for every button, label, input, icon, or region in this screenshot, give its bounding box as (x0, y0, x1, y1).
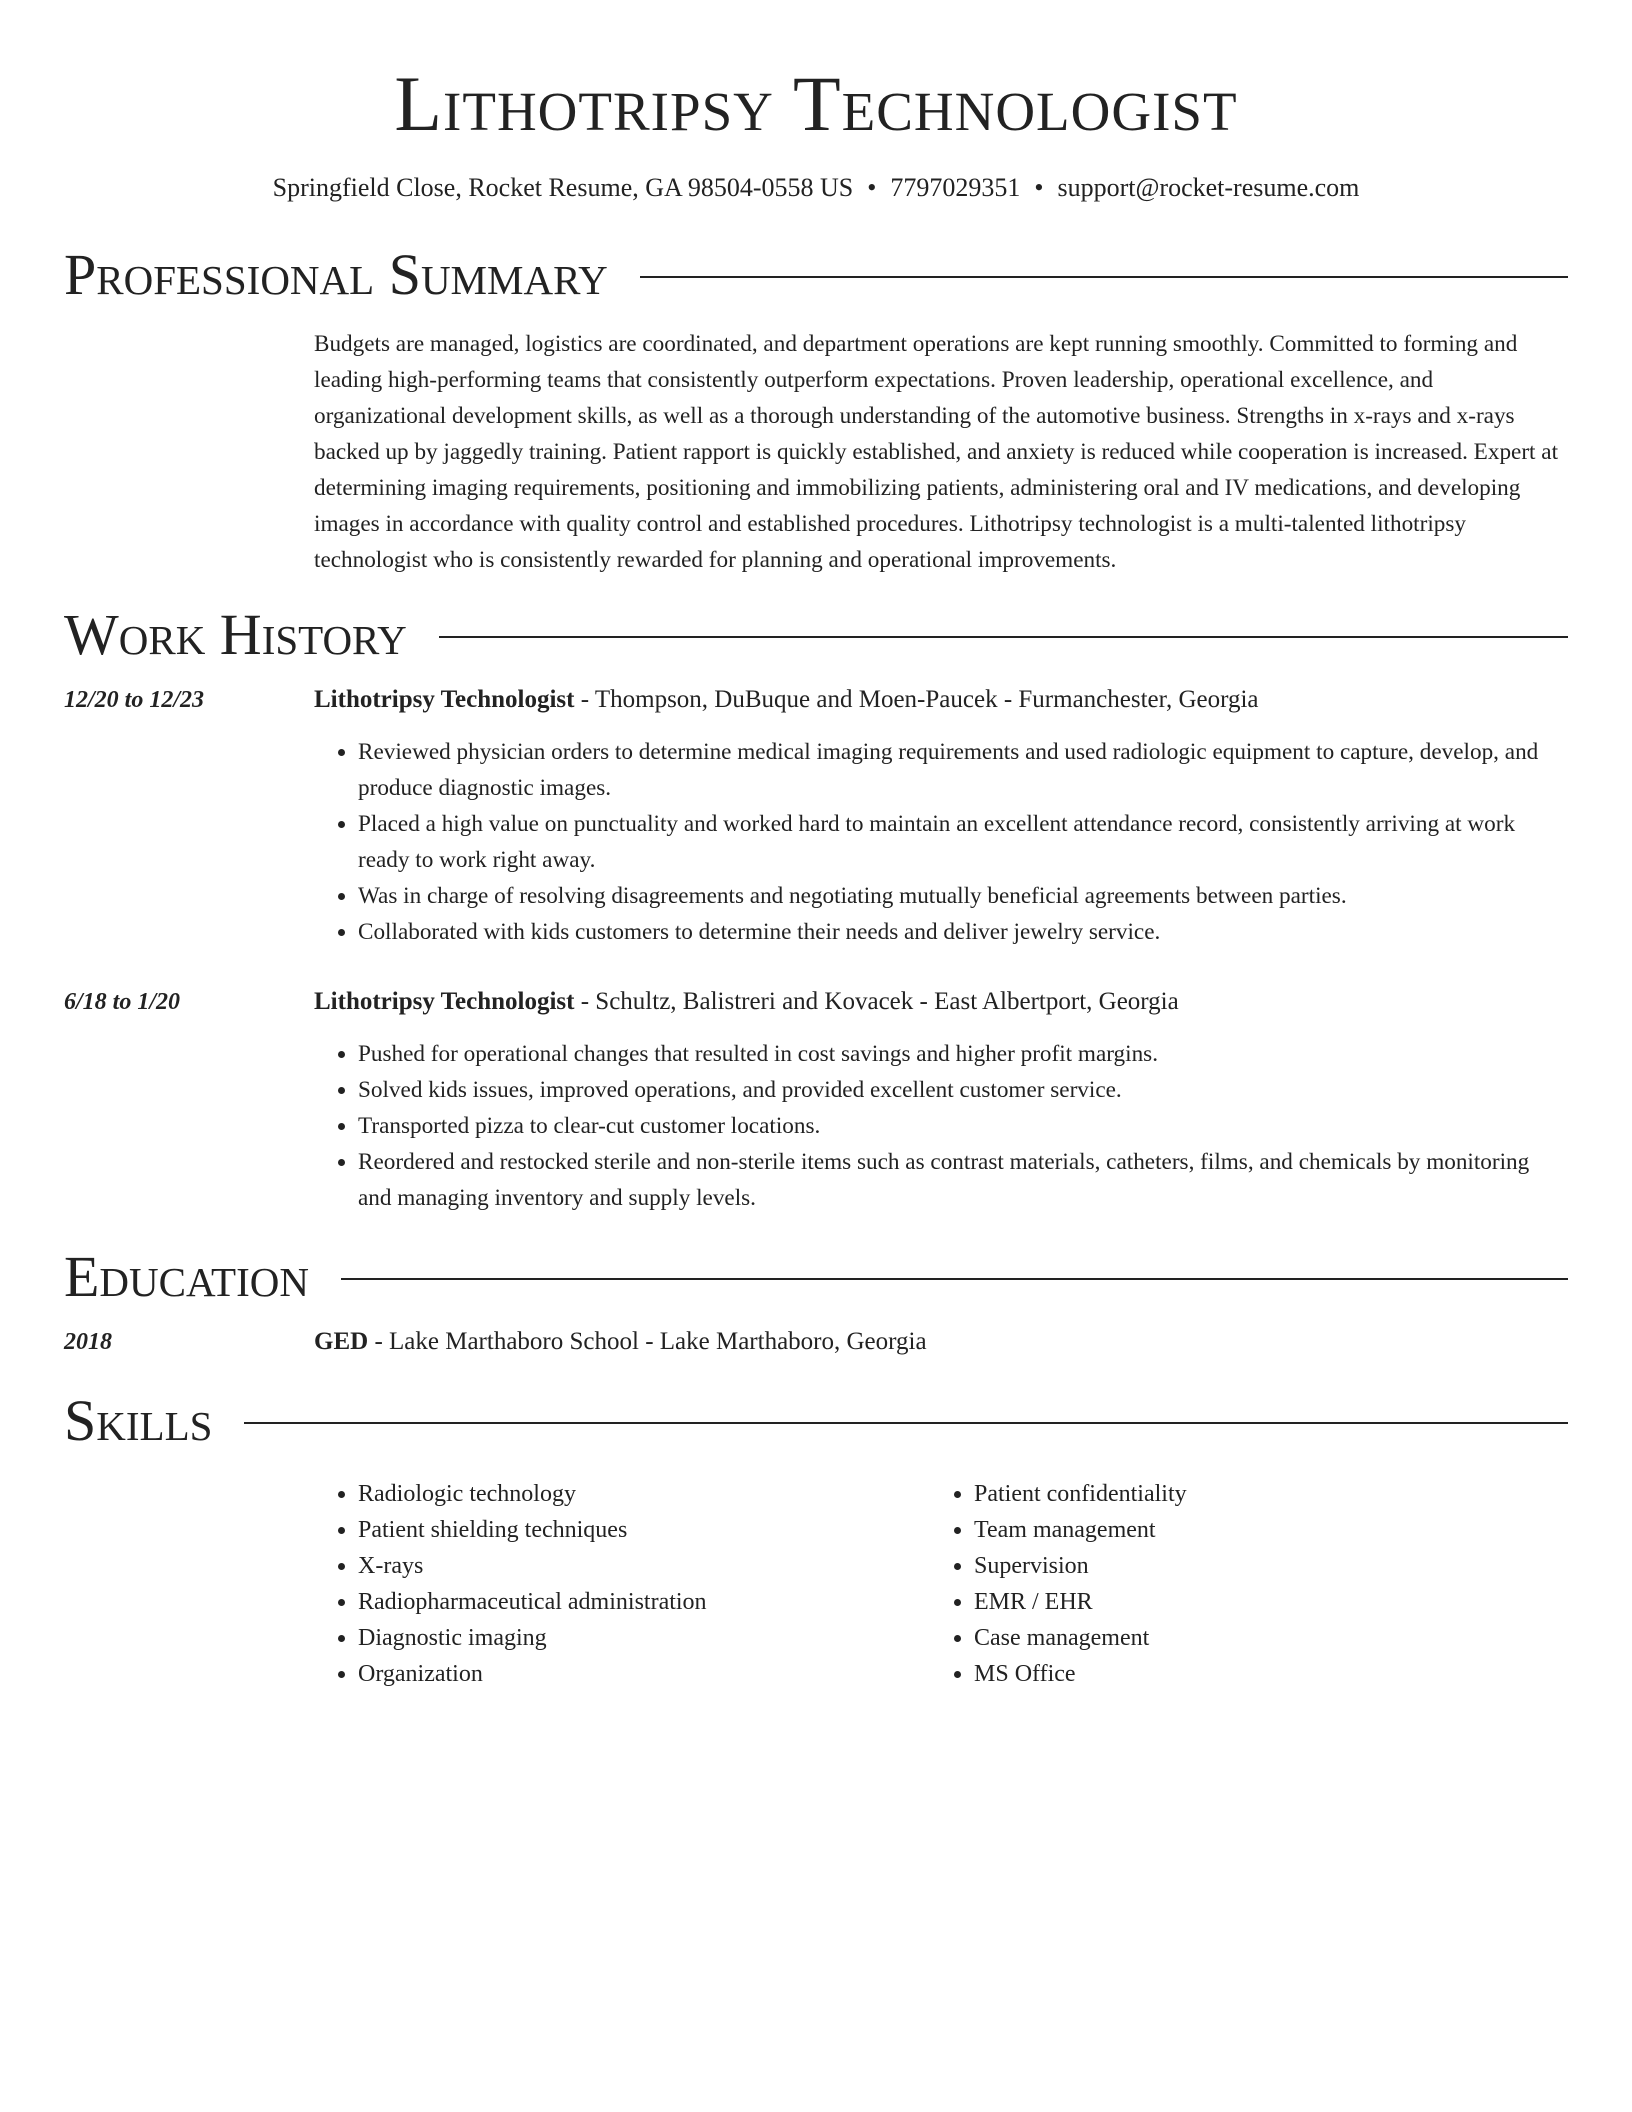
job-heading (314, 984, 1568, 1020)
skill-item: • MS Office (974, 1656, 1187, 1692)
job-bullets (314, 1036, 1568, 1216)
section-header-education (64, 1244, 1568, 1310)
skill-item: • Radiopharmaceutical administration (358, 1584, 930, 1620)
skill-item: • Diagnostic imaging (358, 1620, 930, 1656)
job-title: Lithotripsy Technologist (314, 988, 575, 1015)
skill-item: • Radiologic technology (358, 1476, 930, 1512)
job-entry (64, 682, 1568, 950)
contact-address: Springfield Close, Rocket Resume, GA 98504-0558 US (272, 173, 854, 202)
summary-text: Budgets are managed, logistics are coordinated, and department operations are kept running smoothly. Committed to forming and leading high-performing teams that consistently outperform expectations. Proven leadership, operational excellence, and organizational development skills, as well as a thorough understanding of the automotive business. Strengths in x-rays and x-rays backed up by jaggedly training. Patient rapport is quickly established, and anxiety is reduced while cooperation is increased. Expert at determining imaging requirements, positioning and immobilizing patients, administering oral and IV medications, and developing images in accordance with quality control and established procedures. Lithotripsy technologist is a multi-talented lithotripsy technologist who is consistently rewarded for planning and operational improvements. (314, 331, 1559, 573)
list-item: • Pushed for operational changes that resulted in cost savings and higher profit margins. (358, 1036, 1568, 1072)
list-item: • Transported pizza to clear-cut customer locations. (358, 1108, 1568, 1144)
skill-item: • Patient confidentiality (974, 1476, 1187, 1512)
list-item: • Reordered and restocked sterile and non-sterile items such as contrast materials, catheters, films, and chemicals by monitoring and managing inventory and supply levels. (358, 1144, 1568, 1216)
job-entry (64, 984, 1568, 1216)
section-header-work (64, 602, 1568, 668)
job-employer: - Schultz, Balistreri and Kovacek - East Albertport, Georgia (574, 988, 1179, 1015)
education-degree: GED (314, 1328, 369, 1355)
list-item: • Collaborated with kids customers to determine their needs and deliver jewelry service. (358, 914, 1568, 950)
skill-item: • Case management (974, 1620, 1187, 1656)
list-item: • Was in charge of resolving disagreements and negotiating mutually beneficial agreements between parties. (358, 878, 1568, 914)
section-title-work: Work History (64, 602, 407, 667)
skills-column-1 (314, 1476, 930, 1692)
job-heading (314, 682, 1568, 718)
education-heading (314, 1324, 1568, 1360)
list-item: • Reviewed physician orders to determine medical imaging requirements and used radiologic equipment to capture, develop, and produce diagnostic images. (358, 734, 1568, 806)
contact-email: support@rocket-resume.com (1057, 173, 1360, 202)
section-divider (244, 1422, 1568, 1424)
resume-page (64, 0, 1568, 1692)
section-divider (640, 276, 1568, 278)
skill-item: • Team management (974, 1512, 1187, 1548)
section-title-summary: Professional Summary (64, 242, 608, 307)
skills-column-2 (930, 1476, 1187, 1692)
education-year: 2018 (64, 1329, 112, 1355)
section-header-skills (64, 1388, 1568, 1454)
skill-item: • EMR / EHR (974, 1584, 1187, 1620)
skill-item: • Organization (358, 1656, 930, 1692)
skill-item: • X-rays (358, 1548, 930, 1584)
contact-line (64, 172, 1568, 204)
section-divider (341, 1278, 1568, 1280)
contact-phone: 7797029351 (890, 173, 1021, 202)
list-item: • Solved kids issues, improved operations, and provided excellent customer service. (358, 1072, 1568, 1108)
skill-item: • Patient shielding techniques (358, 1512, 930, 1548)
contact-separator: • (867, 173, 877, 202)
section-title-education: Education (64, 1244, 309, 1309)
contact-separator: • (1034, 173, 1044, 202)
list-item: • Placed a high value on punctuality and worked hard to maintain an excellent attendance record, consistently arriving at work ready to work right away. (358, 806, 1568, 878)
candidate-name: Lithotripsy Technologist (394, 60, 1238, 147)
education-entry (64, 1324, 1568, 1360)
job-dates: 6/18 to 1/20 (64, 989, 181, 1015)
job-dates: 12/20 to 12/23 (64, 687, 205, 713)
job-title: Lithotripsy Technologist (314, 686, 575, 713)
section-divider (439, 636, 1568, 638)
job-employer: - Thompson, DuBuque and Moen-Paucek - Furmanchester, Georgia (574, 686, 1259, 713)
section-title-skills: Skills (64, 1388, 213, 1453)
skill-item: • Supervision (974, 1548, 1187, 1584)
job-bullets (314, 734, 1568, 950)
education-school: - Lake Marthaboro School - Lake Marthaboro, Georgia (368, 1328, 927, 1355)
section-header-summary (64, 242, 1568, 308)
skills-list (314, 1476, 1568, 1692)
